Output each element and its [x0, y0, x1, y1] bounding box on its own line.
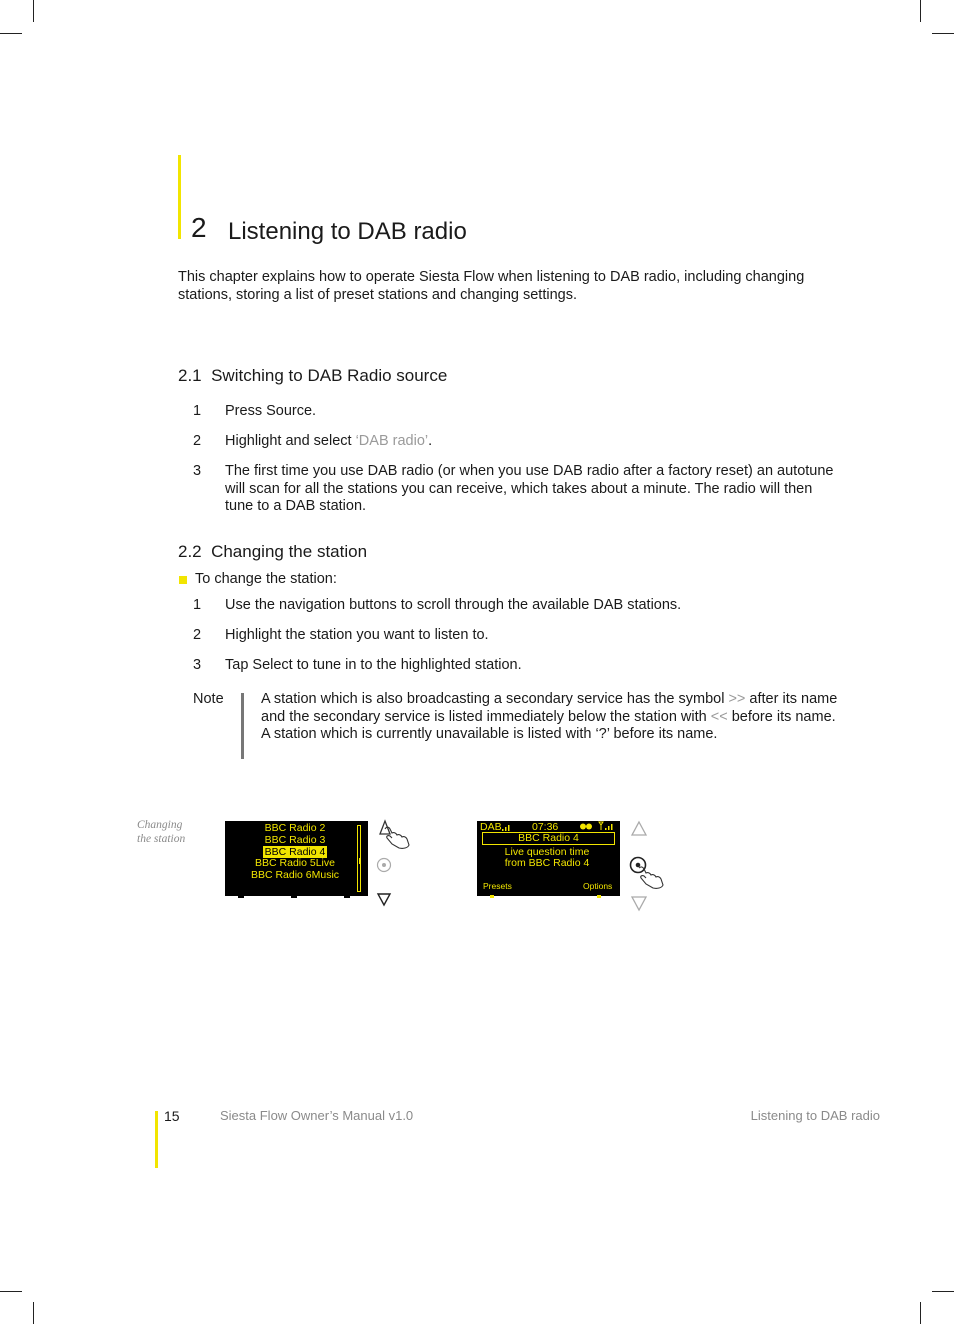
chapter-accent-bar: [178, 155, 181, 239]
list-item: [193, 597, 838, 615]
caption-line: Changing: [137, 819, 183, 831]
station-name: BBC Radio 6Music: [250, 869, 340, 882]
footer-manual-title: Siesta Flow Owner’s Manual v1.0: [220, 1108, 414, 1123]
now-playing-screen: [477, 821, 620, 896]
signal-strength-icon: [502, 823, 512, 831]
step-text: Highlight the station you want to listen to.: [225, 627, 489, 643]
procedure-heading: To change the station:: [195, 571, 337, 587]
list-item: [193, 627, 838, 645]
list-item: [193, 403, 838, 421]
section-heading-2-2: 2.2 Changing the station: [178, 542, 368, 561]
step-text: Use the navigation buttons to scroll through the available DAB stations.: [225, 597, 682, 613]
crop-mark: [932, 33, 954, 34]
hand-tap-up-icon: [375, 817, 415, 849]
up-arrow-icon[interactable]: [630, 820, 648, 838]
down-arrow-icon[interactable]: [630, 894, 648, 912]
caption-line: the station: [137, 833, 186, 845]
softkey-options[interactable]: Options: [583, 881, 613, 891]
note-label: Note: [193, 691, 224, 707]
scrollbar-thumb[interactable]: [359, 858, 361, 864]
chapter-intro: This chapter explains how to operate Siesta Flow when listening to DAB radio, including changing stations, storing a list of preset stations and changing settings.: [178, 269, 805, 303]
hand-tap-select-icon: [627, 854, 669, 890]
softkey-presets[interactable]: Presets: [483, 881, 512, 891]
section-heading-2-1: 2.1 Switching to DAB Radio source: [178, 366, 448, 385]
footer-accent-bar: [155, 1111, 158, 1168]
figure-caption: [137, 818, 185, 846]
step-text: [225, 433, 840, 451]
step-number: 2: [193, 433, 202, 449]
secondary-service-symbol: <<: [710, 708, 728, 725]
screen-bezel-tick: [291, 895, 297, 898]
step-number: 1: [193, 403, 202, 419]
antenna-signal-icon: [597, 821, 615, 831]
step-text: Tap Select to tune in to the highlighted station.: [225, 657, 522, 673]
note-text-part: before its name. A station which is currently unavailable is listed with ‘?’ before its name.: [261, 708, 836, 742]
step-text-after: .: [428, 433, 433, 449]
footer-chapter-title: Listening to DAB radio: [750, 1108, 880, 1123]
down-arrow-icon[interactable]: [376, 891, 392, 907]
list-item: [193, 463, 838, 517]
softkey-indicator: [490, 895, 494, 898]
crop-mark: [932, 1291, 954, 1292]
chapter-number: 2: [191, 212, 207, 243]
station-list-screen: [225, 821, 368, 896]
station-name: BBC Radio 4: [264, 845, 326, 858]
station-list-item[interactable]: [225, 835, 365, 847]
station-list: [225, 823, 365, 882]
stereo-icon: [580, 823, 592, 830]
source-label: DAB: [480, 821, 502, 833]
step-text: Press Source.: [225, 403, 317, 419]
note-divider: [241, 693, 244, 759]
list-item: [193, 657, 838, 675]
page-number: 15: [164, 1108, 180, 1124]
crop-mark: [33, 1302, 34, 1324]
step-number: 2: [193, 627, 202, 643]
crop-mark: [0, 1291, 22, 1292]
station-name: BBC Radio 5Live: [255, 857, 335, 870]
menu-option-dab-radio: ‘DAB radio’: [355, 433, 429, 449]
crop-mark: [920, 0, 921, 22]
crop-mark: [0, 33, 22, 34]
select-button-icon[interactable]: [376, 857, 392, 873]
station-name: BBC Radio 4: [518, 832, 579, 844]
note-text-part: after its name and the secondary service is listed immediately below the station with: [261, 691, 838, 725]
crop-mark: [920, 1302, 921, 1324]
step-text-before: Highlight and select: [225, 433, 356, 449]
note-text-part: A station which is also broadcasting a secondary service has the symbol: [261, 691, 729, 707]
station-list-item[interactable]: [225, 870, 365, 882]
dls-text-line: from BBC Radio 4: [504, 857, 590, 869]
clock-time: 07:36: [532, 821, 559, 833]
softkey-indicator: [597, 895, 601, 898]
dls-text-line: Live question time: [504, 846, 590, 858]
step-text: The first time you use DAB radio (or when you use DAB radio after a factory reset) an autotune will scan for all the stations you can receive, which takes about a minute. The radio will then tune to a DAB station.: [225, 463, 834, 514]
bullet-square-icon: [179, 576, 187, 584]
station-name: BBC Radio 3: [264, 833, 326, 846]
station-name: BBC Radio 2: [264, 822, 326, 834]
screen-bezel-tick: [238, 895, 244, 898]
crop-mark: [33, 0, 34, 22]
step-number: 3: [193, 657, 202, 673]
secondary-service-symbol: >>: [728, 691, 746, 707]
note-text: [261, 691, 841, 744]
step-number: 1: [193, 597, 202, 613]
screen-bezel-tick: [344, 895, 350, 898]
step-number: 3: [193, 463, 202, 479]
list-item: [193, 433, 838, 451]
chapter-title: Listening to DAB radio: [228, 218, 467, 245]
